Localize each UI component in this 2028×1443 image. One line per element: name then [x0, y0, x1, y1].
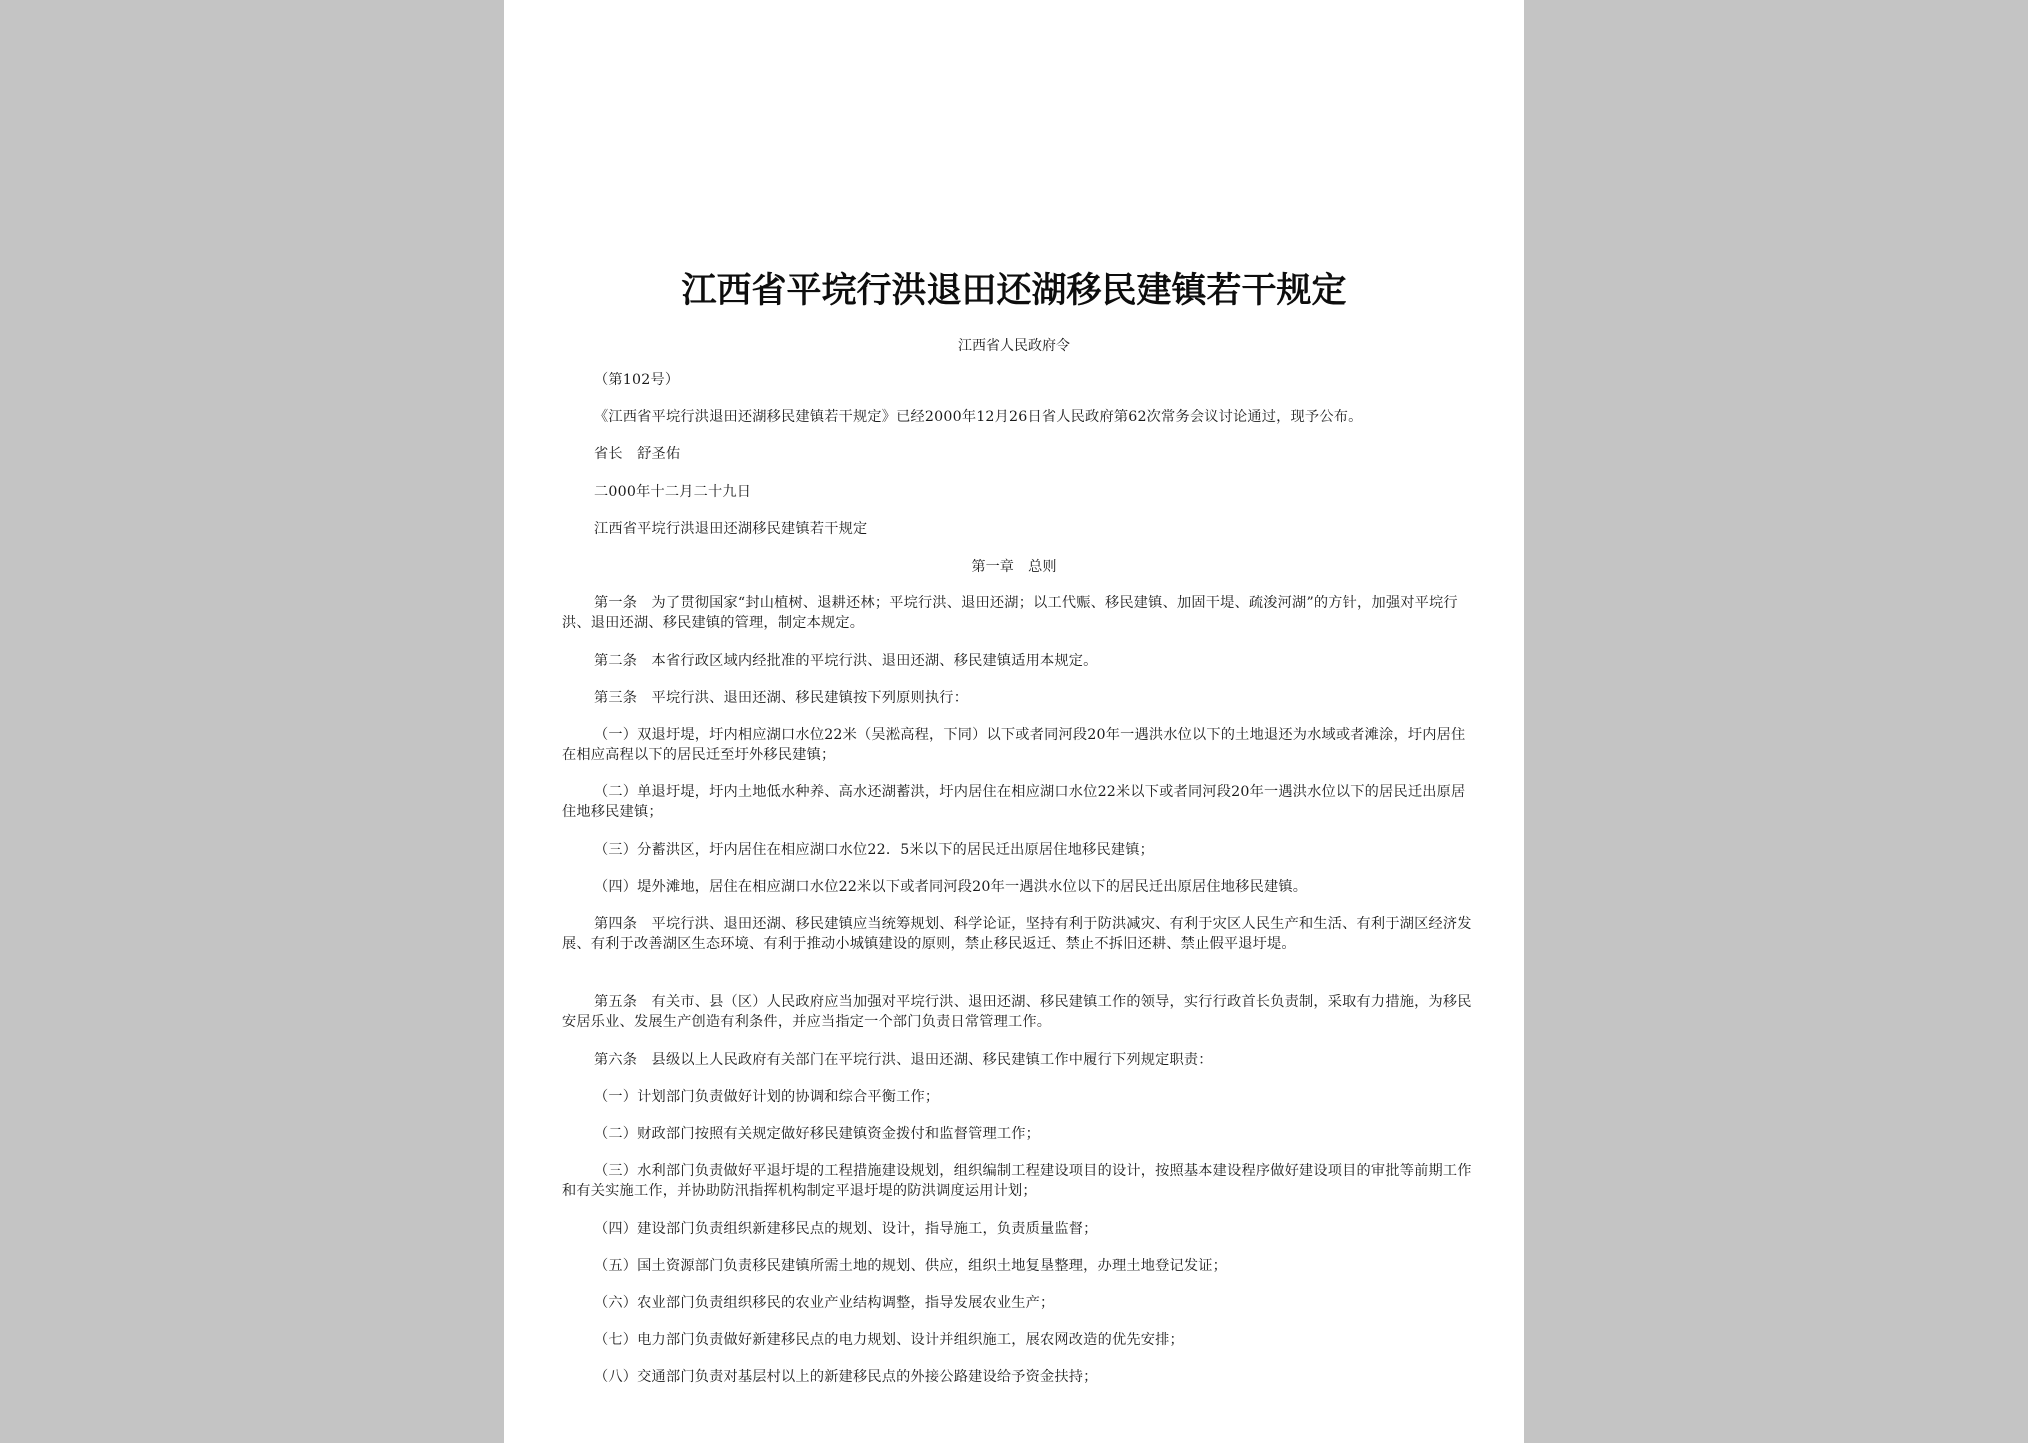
order-number: （第102号） — [594, 372, 680, 388]
article-6-item-8: （八）交通部门负责对基层村以上的新建移民点的外接公路建设给予资金扶持； — [594, 1369, 1098, 1385]
document-name-line: 江西省平垸行洪退田还湖移民建镇若干规定 — [594, 521, 868, 537]
article-5: 第五条 有关市、县（区）人民政府应当加强对平垸行洪、退田还湖、移民建镇工作的领导，实行行政首长负责制，采取有力措施，为移民安居乐业、发展生产创造有利条件，并应当指定一个部门负责日常管理工作。 — [562, 994, 1472, 1030]
issuer-line: 江西省人民政府令 — [958, 338, 1070, 354]
article-6-item-2: （二）财政部门按照有关规定做好移民建镇资金拨付和监督管理工作； — [594, 1126, 1041, 1142]
article-6-item-3: （三）水利部门负责做好平退圩堤的工程措施建设规划，组织编制工程建设项目的设计，按照基本建设程序做好建设项目的审批等前期工作和有关实施工作，并协助防汛指挥机构制定平退圩堤的防洪调度运用计划； — [562, 1163, 1472, 1199]
signer-line: 省长 舒圣佑 — [594, 446, 681, 462]
article-6: 第六条 县级以上人民政府有关部门在平垸行洪、退田还湖、移民建镇工作中履行下列规定职责： — [594, 1052, 1213, 1068]
article-3-item-2: （二）单退圩堤，圩内土地低水种养、高水还湖蓄洪，圩内居住在相应湖口水位22米以下或者同河段20年一遇洪水位以下的居民迁出原居住地移民建镇； — [562, 784, 1466, 820]
article-3-item-1: （一）双退圩堤，圩内相应湖口水位22米（吴淞高程，下同）以下或者同河段20年一遇洪水位以下的土地退还为水域或者滩涂，圩内居住在相应高程以下的居民迁至圩外移民建镇； — [562, 727, 1466, 763]
article-6-item-5: （五）国土资源部门负责移民建镇所需土地的规划、供应，组织土地复垦整理，办理土地登记发证； — [594, 1258, 1228, 1274]
announcement-paragraph: 《江西省平垸行洪退田还湖移民建镇若干规定》已经2000年12月26日省人民政府第62次常务会议讨论通过，现予公布。 — [594, 409, 1363, 425]
article-3-item-4: （四）堤外滩地，居住在相应湖口水位22米以下或者同河段20年一遇洪水位以下的居民迁出原居住地移民建镇。 — [594, 879, 1308, 895]
date-line: 二000年十二月二十九日 — [594, 484, 752, 500]
article-6-item-7: （七）电力部门负责做好新建移民点的电力规划、设计并组织施工，展农网改造的优先安排； — [594, 1332, 1184, 1348]
chapter-heading: 第一章 总则 — [971, 559, 1057, 575]
article-3: 第三条 平垸行洪、退田还湖、移民建镇按下列原则执行： — [594, 690, 969, 706]
article-6-item-1: （一）计划部门负责做好计划的协调和综合平衡工作； — [594, 1089, 940, 1105]
article-1: 第一条 为了贯彻国家“封山植树、退耕还林；平垸行洪、退田还湖；以工代赈、移民建镇、加固干堤、疏浚河湖”的方针，加强对平垸行洪、退田还湖、移民建镇的管理，制定本规定。 — [562, 595, 1458, 631]
document-title: 江西省平垸行洪退田还湖移民建镇若干规定 — [681, 271, 1347, 311]
article-4: 第四条 平垸行洪、退田还湖、移民建镇应当统筹规划、科学论证，坚持有利于防洪减灾、有利于灾区人民生产和生活、有利于湖区经济发展、有利于改善湖区生态环境、有利于推动小城镇建设的原则，禁止移民返迁、禁止不拆旧还耕、禁止假平退圩堤。 — [562, 916, 1472, 952]
article-6-item-4: （四）建设部门负责组织新建移民点的规划、设计，指导施工，负责质量监督； — [594, 1221, 1098, 1237]
article-2: 第二条 本省行政区域内经批准的平垸行洪、退田还湖、移民建镇适用本规定。 — [594, 653, 1098, 669]
document-page — [504, 0, 1524, 1443]
article-3-item-3: （三）分蓄洪区，圩内居住在相应湖口水位22．5米以下的居民迁出原居住地移民建镇； — [594, 842, 1155, 858]
article-6-item-6: （六）农业部门负责组织移民的农业产业结构调整，指导发展农业生产； — [594, 1295, 1055, 1311]
